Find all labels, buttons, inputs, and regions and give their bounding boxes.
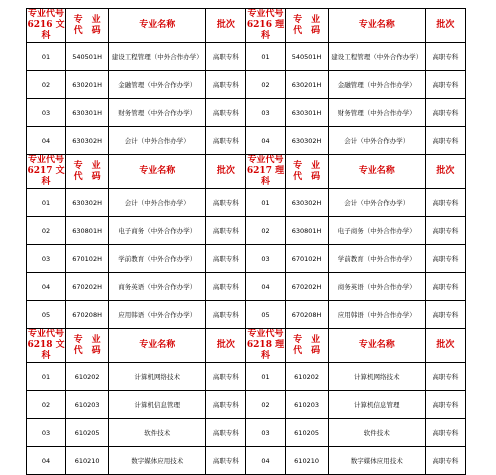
table-row — [27, 391, 466, 419]
cell-major-no: 01 — [246, 189, 285, 217]
cell-major-code: 610205 — [66, 419, 109, 447]
col-header-major-code: 专 业 代 码 — [66, 329, 109, 363]
table-row — [27, 43, 466, 71]
cell-batch: 高职专科 — [206, 99, 246, 127]
header-row — [27, 329, 466, 363]
cell-batch: 高职专科 — [206, 217, 246, 245]
col-header-batch: 批次 — [425, 329, 465, 363]
cell-major-code: 610202 — [66, 363, 109, 391]
col-header-batch: 批次 — [206, 155, 246, 189]
cell-major-name: 电子商务（中外合作办学） — [328, 217, 425, 245]
table-row — [27, 71, 466, 99]
cell-major-no: 05 — [246, 301, 285, 329]
cell-major-no: 02 — [27, 217, 66, 245]
cell-batch: 高职专科 — [425, 217, 465, 245]
col-header-major-code: 专 业 代 码 — [66, 155, 109, 189]
table-row — [27, 273, 466, 301]
cell-major-code: 630201H — [285, 71, 328, 99]
cell-major-no: 05 — [27, 301, 66, 329]
cell-major-name: 数字媒体应用技术 — [328, 447, 425, 475]
table-row — [27, 301, 466, 329]
col-header-code-no: 专业代号 6216 理科 — [246, 9, 285, 41]
cell-major-code: 610205 — [285, 419, 328, 447]
cell-major-name: 应用韩语（中外合作办学） — [109, 301, 206, 329]
cell-major-code: 630801H — [285, 217, 328, 245]
cell-major-name: 软件技术 — [328, 419, 425, 447]
cell-major-name: 建设工程管理（中外合作办学） — [109, 43, 206, 71]
cell-major-no: 01 — [246, 43, 285, 71]
cell-major-no: 04 — [27, 127, 66, 155]
col-header-code-no: 专业代号 6218 文科 — [27, 329, 65, 361]
table-row — [27, 447, 466, 475]
col-header-major-code: 专 业 代 码 — [285, 155, 328, 189]
table-row — [27, 419, 466, 447]
col-header-major-code: 专 业 代 码 — [66, 9, 109, 43]
col-header-major-code: 专 业 代 码 — [285, 9, 328, 43]
cell-major-no: 03 — [246, 245, 285, 273]
cell-major-no: 01 — [27, 189, 66, 217]
cell-major-code: 610210 — [66, 447, 109, 475]
cell-major-no: 04 — [246, 127, 285, 155]
cell-batch: 高职专科 — [206, 419, 246, 447]
cell-major-no: 03 — [246, 99, 285, 127]
cell-major-no: 03 — [27, 245, 66, 273]
cell-batch: 高职专科 — [425, 71, 465, 99]
col-header-major-name: 专业名称 — [328, 329, 425, 363]
cell-major-name: 金融管理（中外合作办学） — [328, 71, 425, 99]
cell-major-code: 630302H — [285, 127, 328, 155]
cell-major-code: 630301H — [285, 99, 328, 127]
cell-batch: 高职专科 — [425, 301, 465, 329]
cell-batch: 高职专科 — [206, 273, 246, 301]
cell-major-name: 会计（中外合作办学） — [109, 189, 206, 217]
cell-major-name: 会计（中外合作办学） — [328, 189, 425, 217]
cell-major-name: 计算机信息管理 — [109, 391, 206, 419]
cell-major-name: 数字媒体应用技术 — [109, 447, 206, 475]
cell-major-code: 630801H — [66, 217, 109, 245]
cell-major-no: 03 — [27, 99, 66, 127]
cell-major-no: 02 — [246, 391, 285, 419]
cell-batch: 高职专科 — [425, 273, 465, 301]
cell-batch: 高职专科 — [206, 127, 246, 155]
col-header-batch: 批次 — [206, 329, 246, 363]
cell-batch: 高职专科 — [206, 43, 246, 71]
cell-batch: 高职专科 — [206, 391, 246, 419]
col-header-major-name: 专业名称 — [109, 9, 206, 43]
cell-batch: 高职专科 — [425, 99, 465, 127]
cell-major-code: 630302H — [285, 189, 328, 217]
cell-major-code: 540501H — [285, 43, 328, 71]
cell-major-no: 04 — [246, 447, 285, 475]
cell-major-no: 01 — [27, 43, 66, 71]
col-header-batch: 批次 — [206, 9, 246, 43]
cell-major-name: 会计（中外合作办学） — [109, 127, 206, 155]
cell-major-no: 02 — [27, 71, 66, 99]
table-row — [27, 245, 466, 273]
cell-batch: 高职专科 — [206, 447, 246, 475]
col-header-batch: 批次 — [425, 155, 465, 189]
cell-batch: 高职专科 — [425, 447, 465, 475]
cell-major-code: 630302H — [66, 127, 109, 155]
cell-major-name: 电子商务（中外合作办学） — [109, 217, 206, 245]
col-header-code-no: 专业代号 6216 文科 — [27, 9, 65, 41]
col-header-major-code: 专 业 代 码 — [285, 329, 328, 363]
cell-major-name: 计算机网络技术 — [328, 363, 425, 391]
cell-batch: 高职专科 — [425, 245, 465, 273]
cell-major-no: 02 — [246, 217, 285, 245]
cell-major-no: 02 — [246, 71, 285, 99]
cell-major-no: 02 — [27, 391, 66, 419]
header-row — [27, 155, 466, 189]
col-header-batch: 批次 — [425, 9, 465, 43]
cell-major-name: 计算机信息管理 — [328, 391, 425, 419]
cell-batch: 高职专科 — [206, 245, 246, 273]
col-header-code-no: 专业代号 6218 理科 — [246, 329, 285, 361]
col-header-major-name: 专业名称 — [109, 329, 206, 363]
cell-major-code: 610203 — [285, 391, 328, 419]
cell-major-no: 04 — [27, 273, 66, 301]
cell-major-code: 630301H — [66, 99, 109, 127]
col-header-major-name: 专业名称 — [109, 155, 206, 189]
cell-major-name: 应用韩语（中外合作办学） — [328, 301, 425, 329]
cell-major-code: 670208H — [285, 301, 328, 329]
cell-major-name: 建设工程管理（中外合作办学） — [328, 43, 425, 71]
cell-major-code: 630302H — [66, 189, 109, 217]
cell-major-no: 01 — [27, 363, 66, 391]
cell-batch: 高职专科 — [425, 127, 465, 155]
cell-major-name: 财务管理（中外合作办学） — [109, 99, 206, 127]
cell-major-name: 会计（中外合作办学） — [328, 127, 425, 155]
cell-batch: 高职专科 — [206, 363, 246, 391]
cell-batch: 高职专科 — [425, 189, 465, 217]
cell-major-code: 610203 — [66, 391, 109, 419]
cell-major-code: 670102H — [285, 245, 328, 273]
cell-batch: 高职专科 — [206, 71, 246, 99]
table-row — [27, 217, 466, 245]
cell-major-name: 软件技术 — [109, 419, 206, 447]
cell-major-name: 学前教育（中外合作办学） — [109, 245, 206, 273]
table-row — [27, 127, 466, 155]
cell-batch: 高职专科 — [425, 363, 465, 391]
table-row — [27, 363, 466, 391]
cell-major-no: 03 — [246, 419, 285, 447]
cell-major-code: 540501H — [66, 43, 109, 71]
cell-major-no: 04 — [27, 447, 66, 475]
cell-major-code: 630201H — [66, 71, 109, 99]
cell-major-code: 670208H — [66, 301, 109, 329]
cell-batch: 高职专科 — [425, 391, 465, 419]
col-header-major-name: 专业名称 — [328, 155, 425, 189]
cell-major-code: 670102H — [66, 245, 109, 273]
cell-major-code: 670202H — [66, 273, 109, 301]
cell-major-name: 计算机网络技术 — [109, 363, 206, 391]
cell-batch: 高职专科 — [206, 189, 246, 217]
col-header-major-name: 专业名称 — [328, 9, 425, 43]
col-header-code-no: 专业代号 6217 文科 — [27, 155, 65, 187]
cell-major-code: 610210 — [285, 447, 328, 475]
header-row — [27, 9, 466, 43]
cell-major-no: 04 — [246, 273, 285, 301]
cell-major-name: 商务英语（中外合作办学） — [328, 273, 425, 301]
col-header-code-no: 专业代号 6217 理科 — [246, 155, 285, 187]
cell-major-code: 610202 — [285, 363, 328, 391]
cell-major-code: 670202H — [285, 273, 328, 301]
cell-major-name: 金融管理（中外合作办学） — [109, 71, 206, 99]
cell-batch: 高职专科 — [425, 419, 465, 447]
cell-major-no: 03 — [27, 419, 66, 447]
table-row — [27, 99, 466, 127]
table-row — [27, 189, 466, 217]
cell-major-no: 01 — [246, 363, 285, 391]
cell-batch: 高职专科 — [206, 301, 246, 329]
cell-major-name: 商务英语（中外合作办学） — [109, 273, 206, 301]
cell-major-name: 财务管理（中外合作办学） — [328, 99, 425, 127]
cell-major-name: 学前教育（中外合作办学） — [328, 245, 425, 273]
cell-batch: 高职专科 — [425, 43, 465, 71]
major-table — [26, 8, 466, 475]
